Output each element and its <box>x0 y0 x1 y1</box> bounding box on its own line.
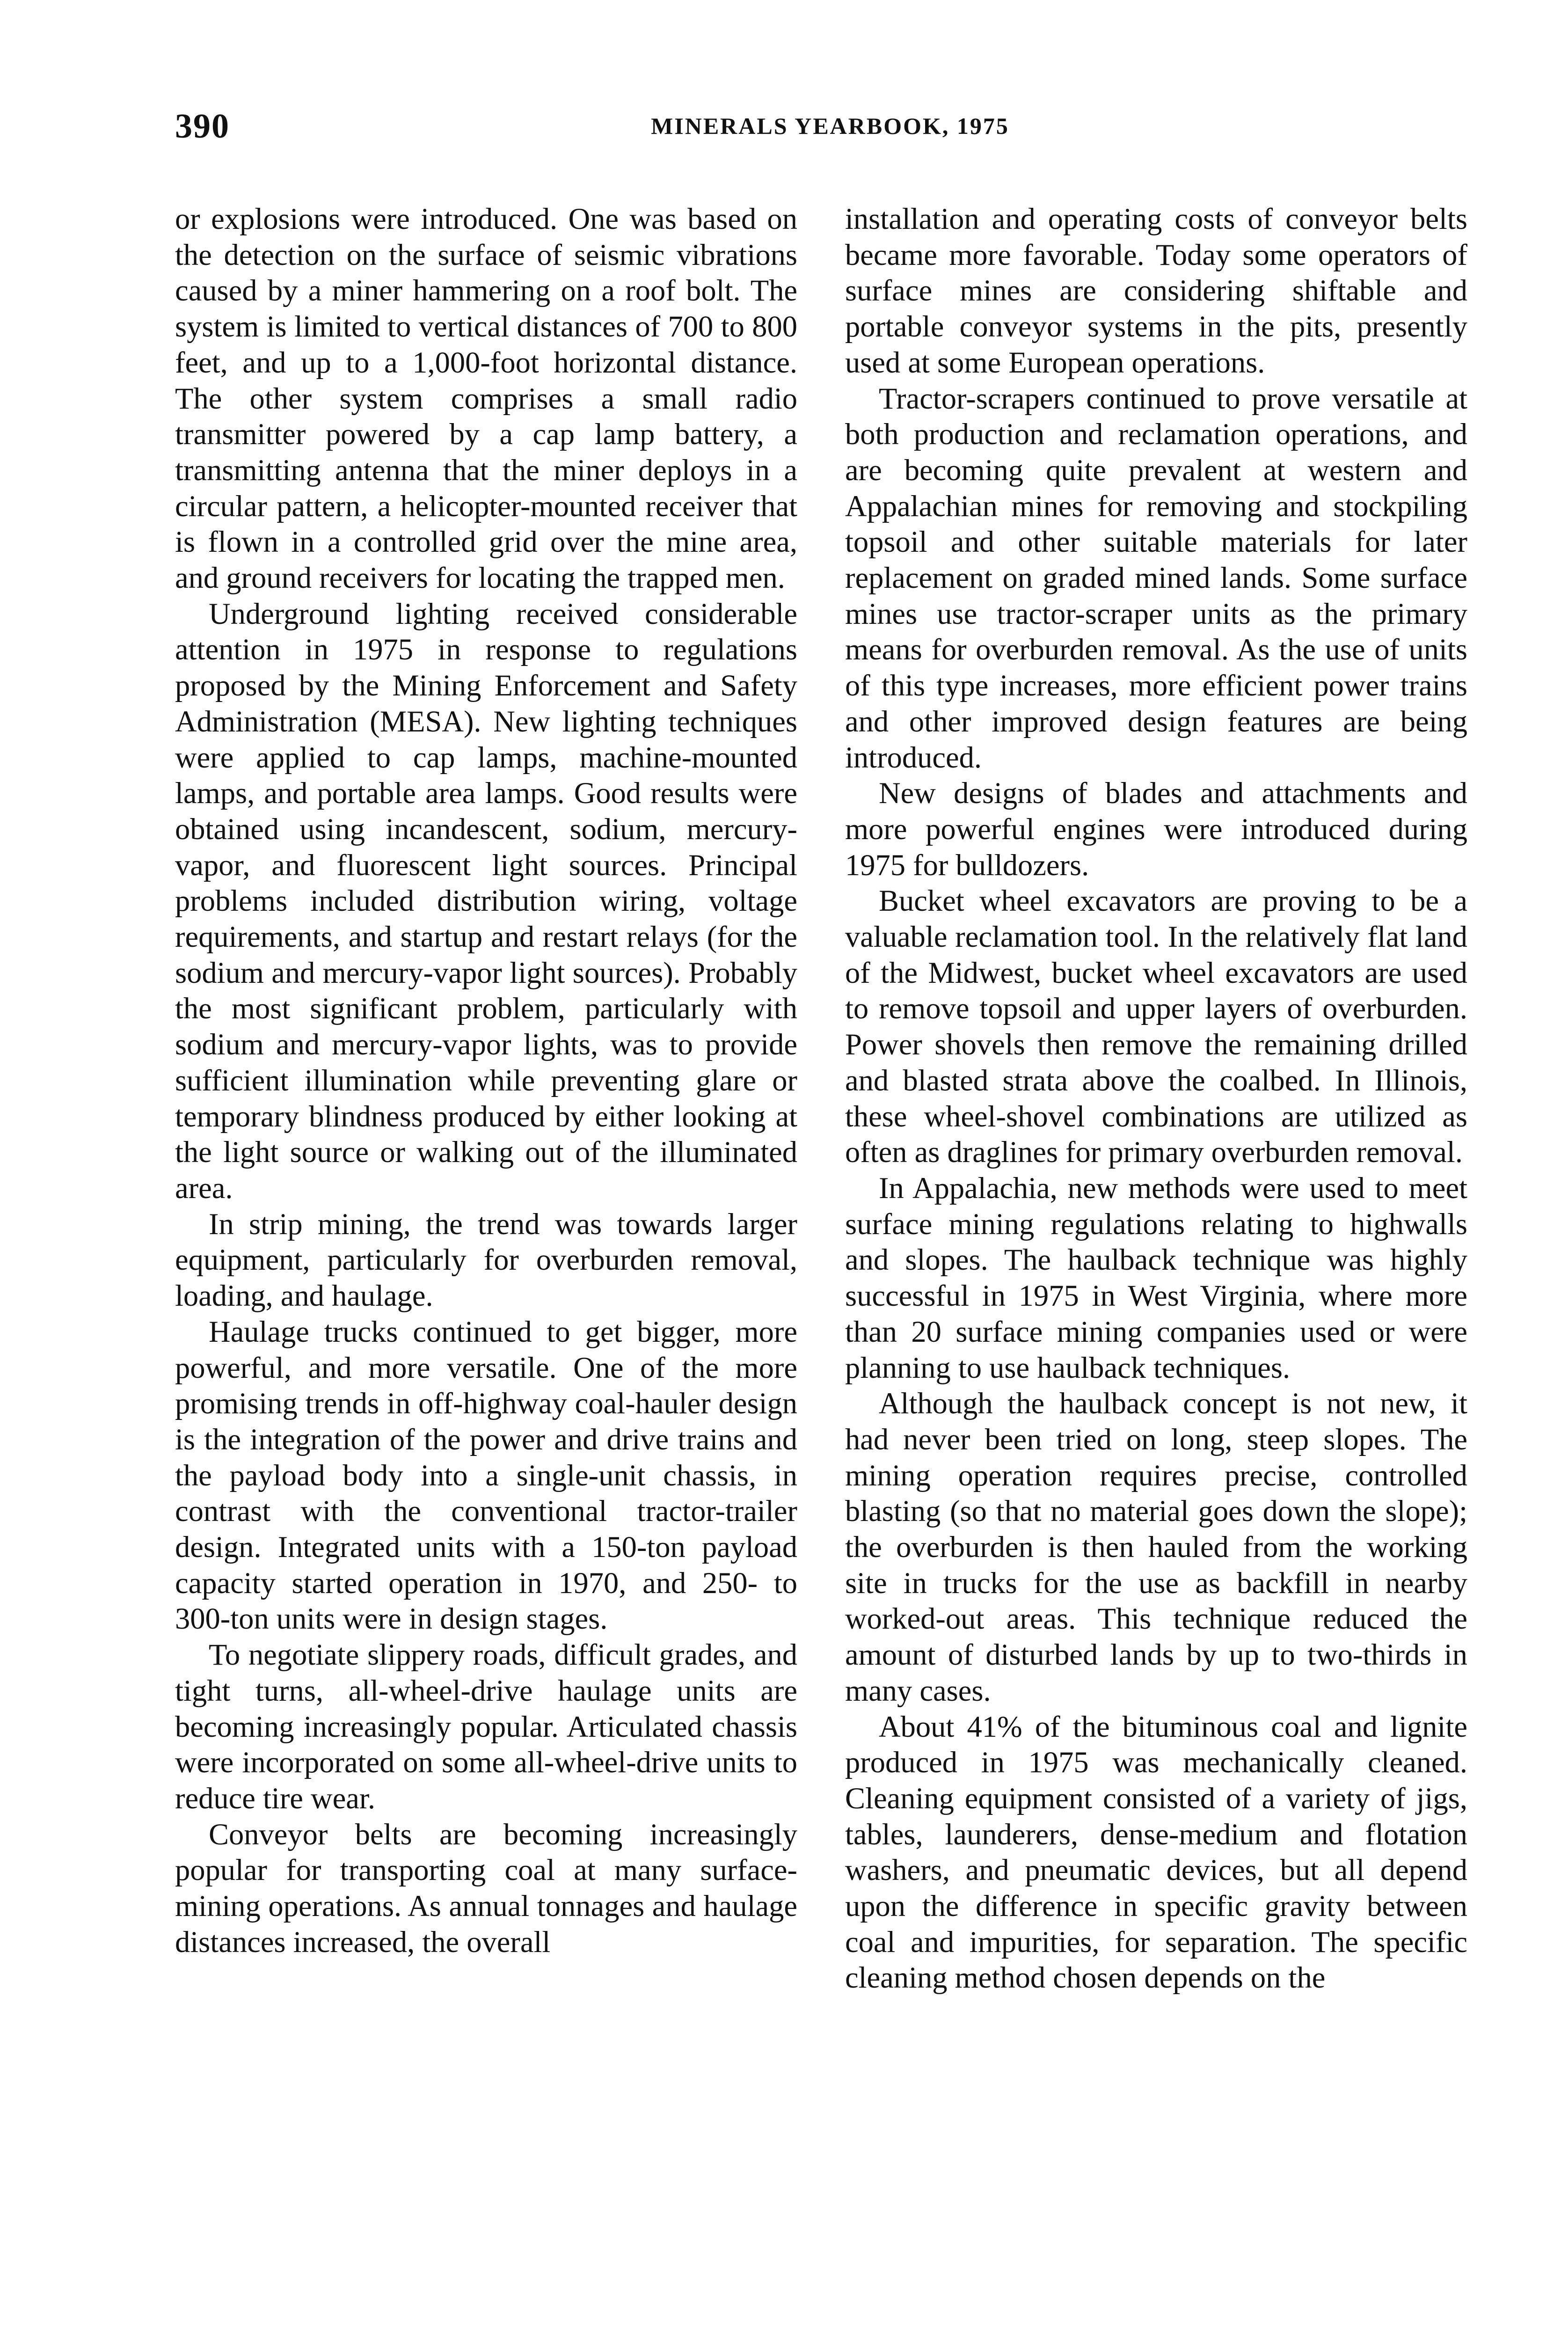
paragraph: Although the haulback concept is not new, it had never been tried on long, steep slopes. The mining operation requires precise, controlled blasting (so that no material goes down the slope); the overburden is then hauled from the working site in trucks for the use as backfill in nearby worked-out areas. This technique reduced the amount of disturbed lands by up to two-thirds in many cases. <box>845 1387 1467 1707</box>
paragraph: About 41% of the bituminous coal and lignite produced in 1975 was mechanically cleaned. Cleaning equipment consisted of a variety of jigs, tables, launderers, dense-medium and flotation washers, and pneumatic devices, but all depend upon the difference in specific gravity between coal and impurities, for separation. The specific cleaning method chosen depends on the <box>845 1710 1467 1995</box>
paragraph: installation and operating costs of conveyor belts became more favorable. Today some operators of surface mines are considering shiftable and portable conveyor systems in the pits, presently used at some European operations. <box>845 202 1467 379</box>
paragraph: Bucket wheel excavators are proving to be a valuable reclamation tool. In the relatively flat land of the Midwest, bucket wheel excavators are used to remove topsoil and upper layers of overburden. Power shovels then remove the remaining drilled and blasted strata above the coalbed. In Illinois, these wheel-shovel combinations are utilized as often as draglines for primary overburden removal. <box>845 884 1467 1169</box>
page-header <box>175 107 1485 149</box>
paragraph: or explosions were introduced. One was based on the detection on the surface of seismic vibrations caused by a miner hammering on a roof bolt. The system is limited to vertical distances of 700 to 800 feet, and up to a 1,000-foot horizontal distance. The other system comprises a small radio transmitter powered by a cap lamp battery, a transmitting antenna that the miner deploys in a circular pattern, a helicopter-mounted receiver that is flown in a controlled grid over the mine area, and ground receivers for locating the trapped men. <box>175 202 797 595</box>
paragraph: Tractor-scrapers continued to prove versatile at both production and reclamation operations, and are becoming quite prevalent at western and Appalachian mines for removing and stockpiling topsoil and other suitable materials for later replacement on graded mined lands. Some surface mines use tractor-scraper units as the primary means for overburden removal. As the use of units of this type increases, more efficient power trains and other improved design features are being introduced. <box>845 381 1467 774</box>
paragraph: In Appalachia, new methods were used to meet surface mining regulations relating to highwalls and slopes. The haulback technique was highly successful in 1975 in West Virginia, where more than 20 surface mining companies used or were planning to use haulback techniques. <box>845 1171 1467 1384</box>
running-title: MINERALS YEARBOOK, 1975 <box>651 113 1009 139</box>
paragraph: Underground lighting received considerable attention in 1975 in response to regulations proposed by the Mining Enforcement and Safety Administration (MESA). New lighting techniques were applied to cap lamps, machine-mounted lamps, and portable area lamps. Good results were obtained using incandescent, sodium, mercury-vapor, and fluorescent light sources. Principal problems included distribution wiring, voltage requirements, and startup and restart relays (for the sodium and mercury-vapor light sources). Probably the most significant problem, particularly with sodium and mercury-vapor lights, was to provide sufficient illumination while preventing glare or temporary blindness produced by either looking at the light source or walking out of the illuminated area. <box>175 597 797 1205</box>
right-column <box>845 201 1467 1996</box>
paragraph: In strip mining, the trend was towards larger equipment, particularly for overburden removal, loading, and haulage. <box>175 1207 797 1313</box>
paragraph: To negotiate slippery roads, difficult grades, and tight turns, all-wheel-drive haulage units are becoming increasingly popular. Articulated chassis were incorporated on some all-wheel-drive units to reduce tire wear. <box>175 1638 797 1815</box>
left-column <box>175 201 797 1960</box>
paragraph: Haulage trucks continued to get bigger, more powerful, and more versatile. One of the more promising trends in off-highway coal-hauler design is the integration of the power and drive trains and the payload body into a single-unit chassis, in contrast with the conventional tractor-trailer design. Integrated units with a 150-ton payload capacity started operation in 1970, and 250- to 300-ton units were in design stages. <box>175 1315 797 1636</box>
paragraph: New designs of blades and attachments and more powerful engines were introduced during 1975 for bulldozers. <box>845 776 1467 882</box>
page-number: 390 <box>175 107 230 146</box>
paragraph: Conveyor belts are becoming increasingly popular for transporting coal at many surface-mining operations. As annual tonnages and haulage distances increased, the overall <box>175 1817 797 1959</box>
